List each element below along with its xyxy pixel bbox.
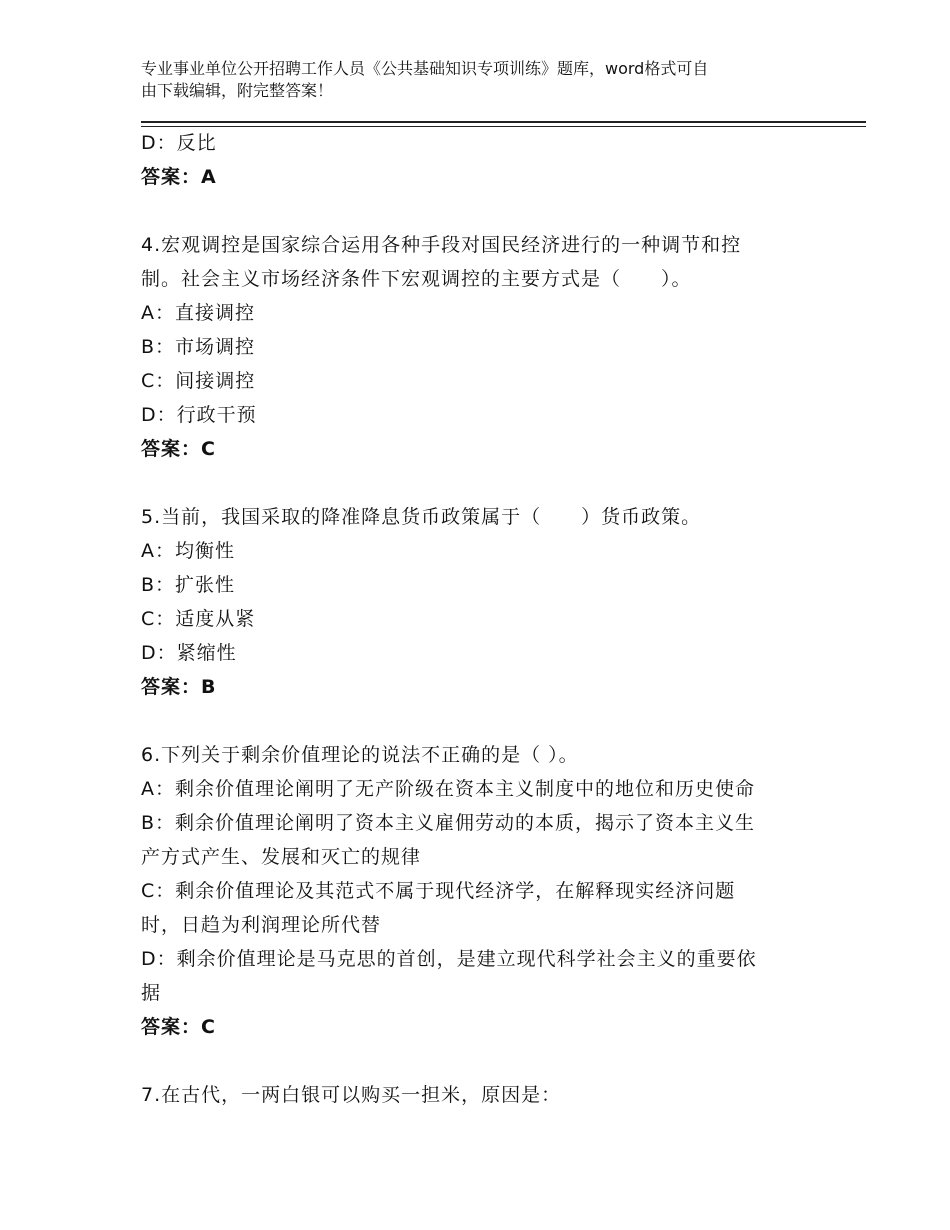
question-stem: 6.下列关于剩余价值理论的说法不正确的是（ ）。 <box>141 744 579 766</box>
option-c: C：间接调控 <box>141 370 256 392</box>
option-a: A：均衡性 <box>141 540 235 562</box>
answer: 答案：B <box>141 676 217 698</box>
header-rule-thick <box>141 121 866 123</box>
option-b: B：剩余价值理论阐明了资本主义雇佣劳动的本质，揭示了资本主义生 <box>141 812 756 834</box>
answer: 答案：A <box>141 166 217 188</box>
option-d: D：反比 <box>141 132 217 154</box>
question-stem: 制。社会主义市场经济条件下宏观调控的主要方式是（ ）。 <box>141 268 692 290</box>
option-d: D：剩余价值理论是马克思的首创，是建立现代科学社会主义的重要依 <box>141 948 757 970</box>
option-a: A：直接调控 <box>141 302 255 324</box>
question-5 <box>141 500 811 704</box>
option-d-continued: 据 <box>141 982 162 1004</box>
option-c-continued: 时，日趋为利润理论所代替 <box>141 914 382 936</box>
spacer <box>141 466 811 500</box>
question-content <box>141 126 811 1112</box>
question-stem: 4.宏观调控是国家综合运用各种手段对国民经济进行的一种调节和控 <box>141 234 742 256</box>
option-b: B：扩张性 <box>141 574 236 596</box>
option-b: B：市场调控 <box>141 336 256 358</box>
option-c: C：适度从紧 <box>141 608 256 630</box>
question-6 <box>141 738 811 1044</box>
option-b-continued: 产方式产生、发展和灭亡的规律 <box>141 846 422 868</box>
spacer <box>141 704 811 738</box>
header-line-1: 专业事业单位公开招聘工作人员《公共基础知识专项训练》题库，word格式可自 <box>141 59 709 78</box>
spacer <box>141 1044 811 1078</box>
question-7 <box>141 1078 811 1112</box>
answer: 答案：C <box>141 1016 216 1038</box>
header-line-2: 由下载编辑，附完整答案！ <box>141 81 334 100</box>
question-stem: 7.在古代，一两白银可以购买一担米，原因是： <box>141 1084 562 1106</box>
spacer <box>141 194 811 228</box>
option-d: D：紧缩性 <box>141 642 237 664</box>
option-c: C：剩余价值理论及其范式不属于现代经济学，在解释现实经济问题 <box>141 880 736 902</box>
question-4 <box>141 228 811 466</box>
option-d: D：行政干预 <box>141 404 257 426</box>
page-header <box>141 58 841 102</box>
answer: 答案：C <box>141 438 216 460</box>
option-a: A：剩余价值理论阐明了无产阶级在资本主义制度中的地位和历史使命 <box>141 778 755 800</box>
question-stem: 5.当前，我国采取的降准降息货币政策属于（ ）货币政策。 <box>141 506 702 528</box>
